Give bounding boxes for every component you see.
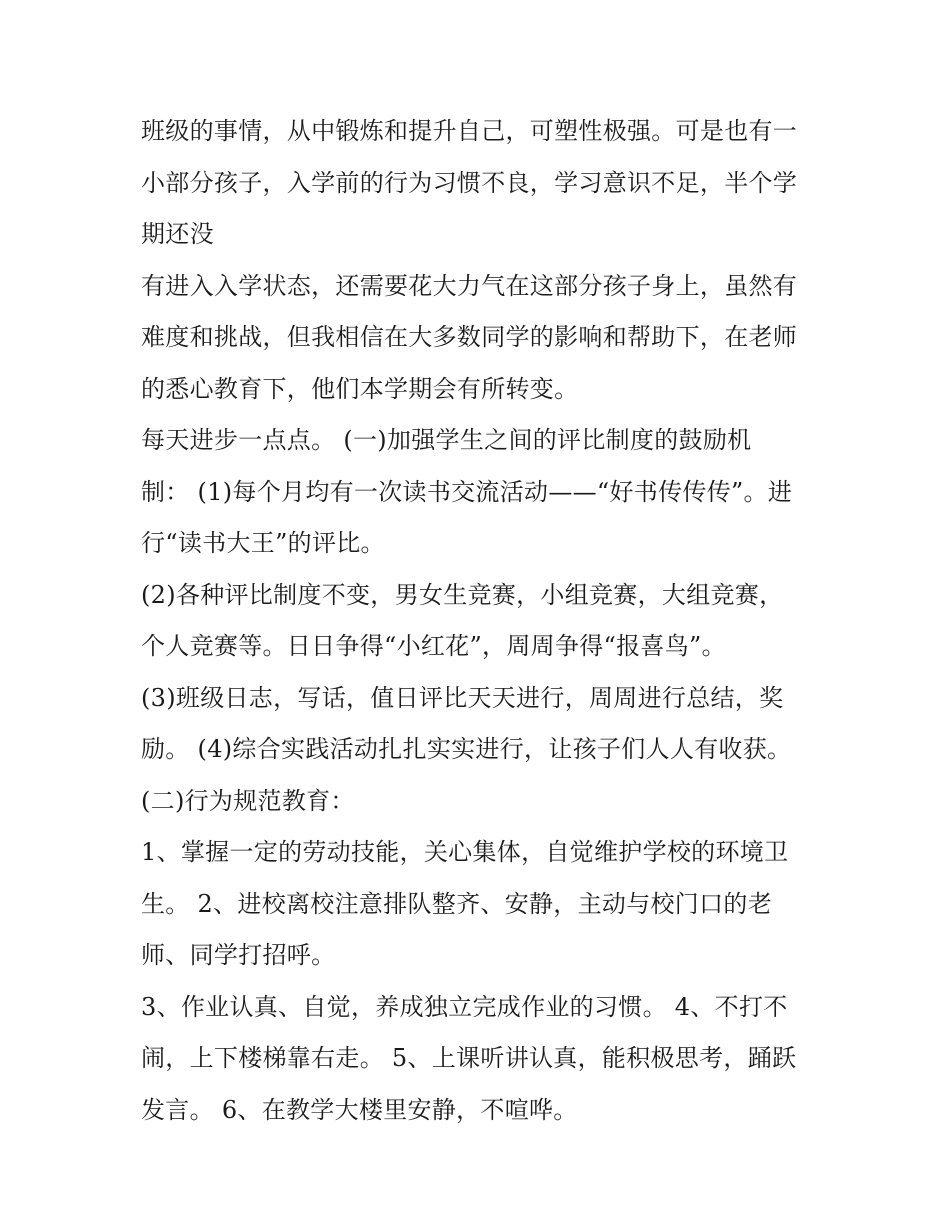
text-line: 难度和挑战，但我相信在大多数同学的影响和帮助下，在老师 bbox=[141, 323, 798, 351]
text-line: 有进入入学状态，还需要花大力气在这部分孩子身上，虽然有 bbox=[141, 271, 798, 300]
text-line: 行“读书大王”的评比。 bbox=[141, 529, 385, 557]
text-line: 1、掌握一定的劳动技能，关心集体，自觉维护学校的环境卫 bbox=[141, 838, 789, 866]
text-line: 生。 2、进校离校注意排队整齐、安静，主动与校门口的老 bbox=[141, 889, 772, 918]
text-line: (二)行为规范教育： bbox=[141, 786, 355, 815]
text-line: 制： (1)每个月均有一次读书交流活动——“好书传传传”。进 bbox=[141, 477, 793, 506]
text-line: 小部分孩子，入学前的行为习惯不良，学习意识不足，半个学 bbox=[141, 168, 798, 197]
text-line: 个人竞赛等。日日争得“小红花”，周周争得“报喜鸟”。 bbox=[141, 632, 726, 660]
text-line: 闹，上下楼梯靠右走。 5、上课听讲认真，能积极思考，踊跃 bbox=[141, 1044, 797, 1072]
text-line: 每天进步一点点。 (一)加强学生之间的评比制度的鼓励机 bbox=[141, 426, 752, 454]
text-line: (3)班级日志，写话，值日评比天天进行，周周进行总结，奖 bbox=[141, 683, 784, 712]
body-text bbox=[141, 106, 821, 1136]
text-line: (2)各种评比制度不变，男女生竞赛，小组竞赛，大组竞赛， bbox=[141, 580, 784, 609]
text-line: 师、同学打招呼。 bbox=[141, 941, 336, 969]
text-line: 3、作业认真、自觉，养成独立完成作业的习惯。 4、不打不 bbox=[141, 992, 788, 1021]
text-line: 班级的事情，从中锻炼和提升自己，可塑性极强。可是也有一 bbox=[141, 117, 798, 145]
text-line: 发言。 6、在教学大楼里安静，不喧哗。 bbox=[141, 1095, 578, 1124]
text-line: 的悉心教育下，他们本学期会有所转变。 bbox=[141, 374, 579, 403]
text-line: 励。 (4)综合实践活动扎扎实实进行，让孩子们人人有收获。 bbox=[141, 735, 792, 763]
text-line: 期还没 bbox=[141, 220, 214, 248]
